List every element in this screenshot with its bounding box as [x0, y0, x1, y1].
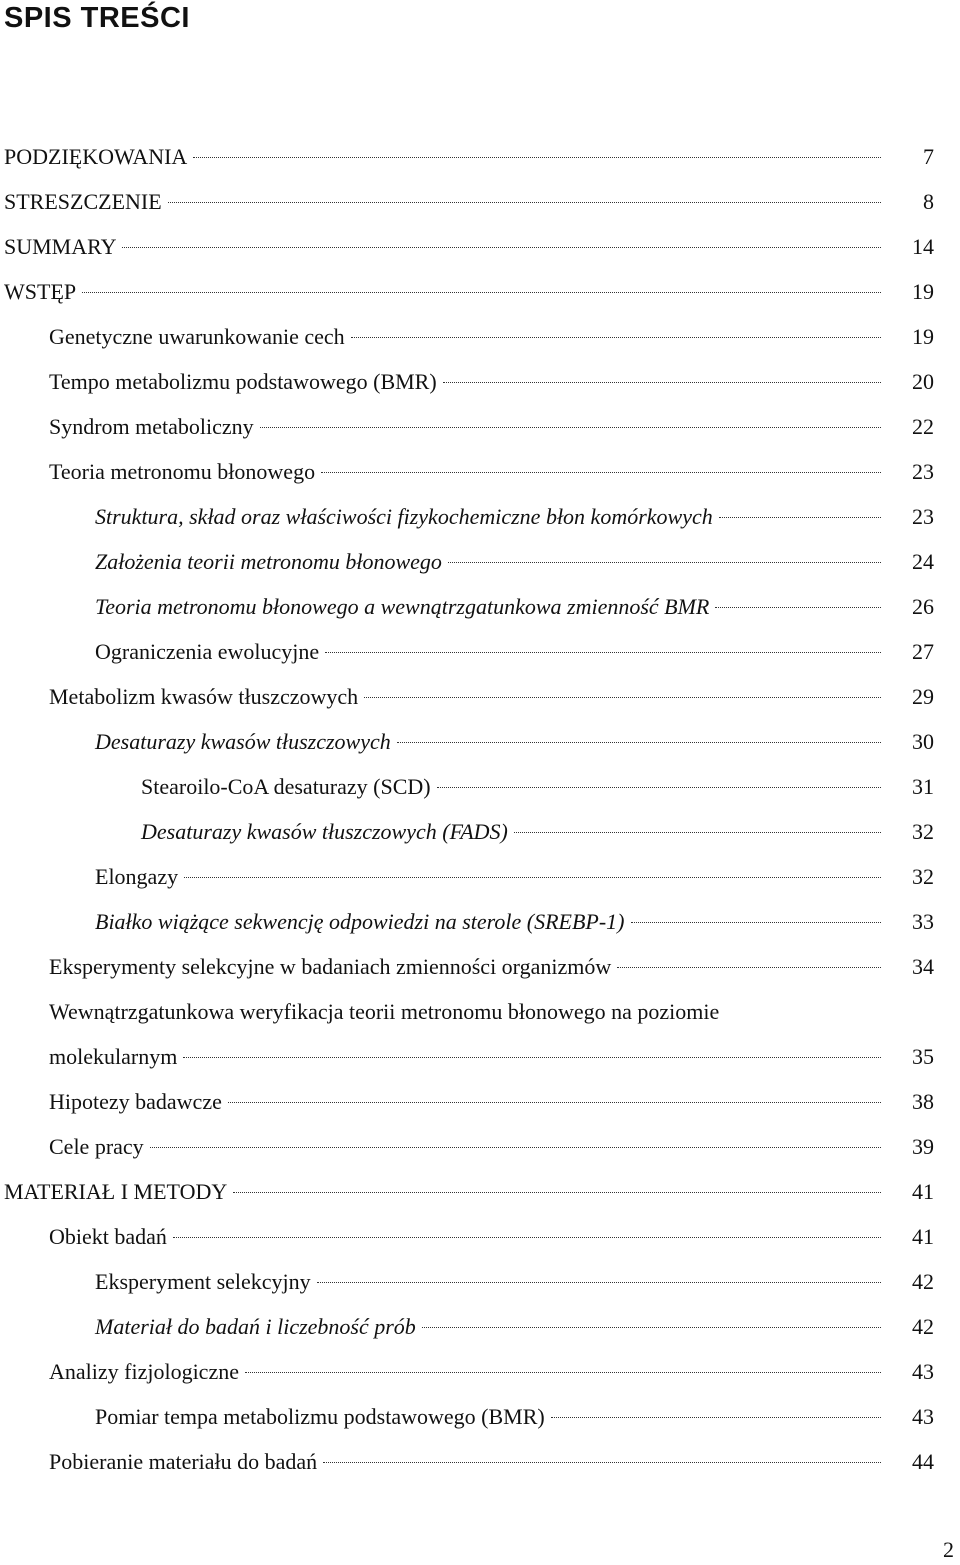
dot-leader	[719, 517, 881, 518]
toc-entry-title: Teoria metronomu błonowego a wewnątrzgatunkowa zmienność BMR	[95, 594, 710, 619]
toc-entry[interactable]	[0, 1034, 960, 1079]
toc-entry[interactable]	[0, 584, 960, 629]
toc-entry-title: Desaturazy kwasów tłuszczowych (FADS)	[141, 819, 508, 844]
toc-entry[interactable]	[0, 1214, 960, 1259]
toc-entry-title: molekularnym	[49, 1044, 178, 1069]
toc-entry-title: Metabolizm kwasów tłuszczowych	[49, 684, 359, 709]
toc-entry-body	[49, 1214, 887, 1259]
toc-entry-page: 32	[912, 864, 934, 889]
toc-entry-title: Analizy fizjologiczne	[49, 1359, 239, 1384]
toc-entry-page: 19	[912, 279, 934, 304]
toc-entry-page: 22	[912, 414, 934, 439]
toc-entry-page: 14	[912, 234, 934, 259]
toc-entry[interactable]	[0, 269, 960, 314]
toc-entry-title: Wewnątrzgatunkowa weryfikacja teorii metronomu błonowego na poziomie	[49, 999, 720, 1024]
toc-entry-page: 34	[912, 954, 934, 979]
toc-entry-page: 27	[912, 639, 934, 664]
toc-entry[interactable]	[0, 1439, 960, 1484]
toc-entry-body	[4, 179, 887, 224]
toc-entry-page: 39	[912, 1134, 934, 1159]
toc-entry-title: Materiał do badań i liczebność prób	[95, 1314, 416, 1339]
toc-entry-body	[49, 449, 887, 494]
toc-entry-body	[49, 1349, 887, 1394]
toc-entry-page: 43	[912, 1359, 934, 1384]
toc-entry-title: Desaturazy kwasów tłuszczowych	[95, 729, 391, 754]
toc-entry-page: 7	[923, 144, 934, 169]
toc-entry[interactable]	[0, 539, 960, 584]
toc-entry-body	[95, 854, 887, 899]
toc-entry-title: Eksperymenty selekcyjne w badaniach zmienności organizmów	[49, 954, 612, 979]
toc-entry-body	[95, 584, 887, 629]
toc-entry-page: 26	[912, 594, 934, 619]
dot-leader	[183, 1057, 881, 1058]
toc-entry[interactable]	[0, 1394, 960, 1439]
toc-entry-body	[95, 719, 887, 764]
toc-entry-body	[141, 764, 887, 809]
toc-entry-title: Cele pracy	[49, 1134, 144, 1159]
toc-entry[interactable]	[0, 134, 960, 179]
toc-entry-page: 31	[912, 774, 934, 799]
toc-entry-page: 42	[912, 1269, 934, 1294]
toc-entry[interactable]	[0, 1079, 960, 1124]
toc-entry-page: 33	[912, 909, 934, 934]
toc-entry-page: 19	[912, 324, 934, 349]
toc-entry-title: Założenia teorii metronomu błonowego	[95, 549, 442, 574]
toc-entry-title: Stearoilo-CoA desaturazy (SCD)	[141, 774, 431, 799]
toc-entry-body	[49, 1034, 887, 1079]
toc-entry-body	[49, 989, 887, 1034]
toc-entry-title: Ograniczenia ewolucyjne	[95, 639, 320, 664]
toc-entry-title: MATERIAŁ I METODY	[4, 1179, 228, 1204]
toc-entry-body	[141, 809, 887, 854]
toc-entry[interactable]	[0, 1169, 960, 1214]
dot-leader	[631, 922, 882, 923]
dot-leader	[193, 157, 881, 158]
dot-leader	[245, 1372, 881, 1373]
dot-leader	[514, 832, 881, 833]
dot-leader	[228, 1102, 881, 1103]
toc-entry-body	[49, 359, 887, 404]
toc-entry-page: 30	[912, 729, 934, 754]
toc-entry-body	[95, 1304, 887, 1349]
dot-leader	[437, 787, 881, 788]
toc-entry[interactable]	[0, 629, 960, 674]
toc-entry-body	[4, 1169, 887, 1214]
toc-entry-title: Białko wiążące sekwencję odpowiedzi na sterole (SREBP-1)	[95, 909, 625, 934]
dot-leader	[260, 427, 881, 428]
dot-leader	[364, 697, 881, 698]
toc-entry[interactable]	[0, 359, 960, 404]
dot-leader	[321, 472, 881, 473]
table-of-contents	[0, 134, 960, 1484]
toc-entry-body	[95, 899, 887, 944]
dot-leader	[173, 1237, 881, 1238]
toc-entry[interactable]	[0, 809, 960, 854]
toc-entry[interactable]	[0, 719, 960, 764]
toc-entry-body	[49, 1124, 887, 1169]
toc-entry-title: Obiekt badań	[49, 1224, 167, 1249]
toc-entry-body	[49, 1439, 887, 1484]
toc-entry[interactable]	[0, 674, 960, 719]
toc-entry-page: 41	[912, 1179, 934, 1204]
toc-entry[interactable]	[0, 494, 960, 539]
toc-entry-body	[95, 494, 887, 539]
toc-entry[interactable]	[0, 1124, 960, 1169]
toc-entry-body	[4, 269, 887, 314]
toc-entry-body	[95, 629, 887, 674]
toc-entry-body	[4, 224, 887, 269]
page-title: SPIS TREŚCI	[4, 2, 190, 34]
toc-entry-title: STRESZCZENIE	[4, 189, 162, 214]
dot-leader	[122, 247, 881, 248]
toc-entry[interactable]	[0, 989, 960, 1034]
toc-entry-title: Pobieranie materiału do badań	[49, 1449, 318, 1474]
toc-entry[interactable]	[0, 899, 960, 944]
toc-entry-body	[95, 539, 887, 584]
dot-leader	[422, 1327, 881, 1328]
toc-entry-page: 8	[923, 189, 934, 214]
toc-entry-title: Eksperyment selekcyjny	[95, 1269, 311, 1294]
dot-leader	[317, 1282, 881, 1283]
toc-entry[interactable]	[0, 1304, 960, 1349]
toc-entry-title: Genetyczne uwarunkowanie cech	[49, 324, 345, 349]
toc-entry[interactable]	[0, 1349, 960, 1394]
dot-leader	[150, 1147, 881, 1148]
dot-leader	[325, 652, 881, 653]
dot-leader	[443, 382, 881, 383]
toc-entry-page: 20	[912, 369, 934, 394]
dot-leader	[351, 337, 881, 338]
toc-entry-title: PODZIĘKOWANIA	[4, 144, 188, 169]
toc-entry-page: 42	[912, 1314, 934, 1339]
toc-entry-page: 32	[912, 819, 934, 844]
toc-entry-title: SUMMARY	[4, 234, 117, 259]
toc-entry-body	[49, 1079, 887, 1124]
toc-entry-body	[49, 404, 887, 449]
toc-entry-title: Tempo metabolizmu podstawowego (BMR)	[49, 369, 437, 394]
toc-entry-title: Hipotezy badawcze	[49, 1089, 222, 1114]
toc-entry[interactable]	[0, 944, 960, 989]
dot-leader	[715, 607, 881, 608]
toc-entry-page: 43	[912, 1404, 934, 1429]
dot-leader	[448, 562, 881, 563]
page-number: 2	[943, 1537, 954, 1562]
toc-entry[interactable]	[0, 764, 960, 809]
dot-leader	[82, 292, 881, 293]
dot-leader	[551, 1417, 881, 1418]
toc-entry-page: 24	[912, 549, 934, 574]
toc-entry[interactable]	[0, 404, 960, 449]
toc-entry[interactable]	[0, 854, 960, 899]
dot-leader	[397, 742, 881, 743]
toc-entry-page: 41	[912, 1224, 934, 1249]
toc-entry-title: Elongazy	[95, 864, 179, 889]
toc-entry[interactable]	[0, 224, 960, 269]
toc-entry-body	[49, 314, 887, 359]
toc-entry-page: 23	[912, 504, 934, 529]
dot-leader	[168, 202, 881, 203]
dot-leader	[233, 1192, 881, 1193]
toc-entry-title: Pomiar tempa metabolizmu podstawowego (BMR)	[95, 1404, 545, 1429]
toc-entry-title: Struktura, skład oraz właściwości fizykochemiczne błon komórkowych	[95, 504, 713, 529]
toc-entry-page: 29	[912, 684, 934, 709]
dot-leader	[184, 877, 881, 878]
toc-entry-body	[4, 134, 887, 179]
toc-entry-page: 35	[912, 1044, 934, 1069]
toc-entry-body	[95, 1259, 887, 1304]
dot-leader	[617, 967, 881, 968]
toc-entry[interactable]	[0, 449, 960, 494]
toc-entry[interactable]	[0, 314, 960, 359]
toc-entry-body	[95, 1394, 887, 1439]
toc-entry-title: WSTĘP	[4, 279, 77, 304]
toc-entry[interactable]	[0, 1259, 960, 1304]
toc-entry-title: Teoria metronomu błonowego	[49, 459, 316, 484]
toc-entry-body	[49, 674, 887, 719]
toc-entry-page: 23	[912, 459, 934, 484]
toc-entry-body	[49, 944, 887, 989]
dot-leader	[323, 1462, 881, 1463]
toc-entry[interactable]	[0, 179, 960, 224]
toc-entry-title: Syndrom metaboliczny	[49, 414, 254, 439]
toc-entry-page: 44	[912, 1449, 934, 1474]
toc-entry-page: 38	[912, 1089, 934, 1114]
